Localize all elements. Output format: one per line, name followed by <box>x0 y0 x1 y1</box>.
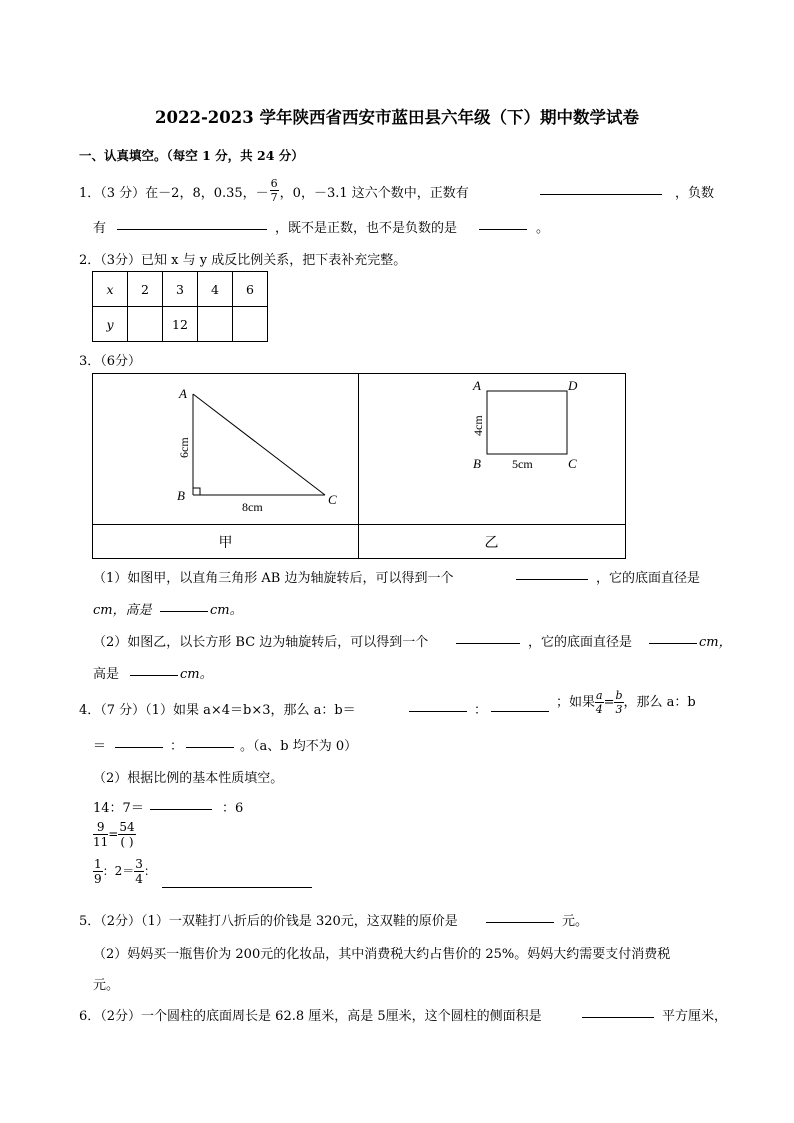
q5-text: 元。 <box>562 914 589 929</box>
base-length-label: 5cm <box>512 457 533 471</box>
answer-blank[interactable] <box>540 180 662 195</box>
side-length-label: 6cm <box>177 437 191 458</box>
q2-table <box>92 271 268 342</box>
q3-part2: （2）如图乙，以长方形 BC 边为轴旋转后，可以得到一个 <box>93 635 429 650</box>
q4-text: ：2＝ <box>102 864 135 878</box>
q1-text: 有 <box>93 221 107 236</box>
fraction <box>93 821 108 848</box>
answer-blank[interactable] <box>491 697 549 712</box>
vertex-label: C <box>568 456 577 471</box>
q3-part1: （1）如图甲，以直角三角形 AB 边为轴旋转后，可以得到一个 <box>93 571 454 586</box>
figure-label-right: 乙 <box>484 535 499 551</box>
q1-text: ，0，－3.1 这六个数中，正数有 <box>279 186 469 201</box>
frac-den: 3 <box>615 703 623 716</box>
vertex-label: B <box>473 456 481 471</box>
equals-sign: = <box>603 695 615 710</box>
page-title: 2022-2023 学年陕西省西安市蓝田县六年级（下）期中数学试卷 <box>155 108 639 127</box>
q4-proportion-1: 14：7＝ <box>93 801 144 816</box>
equals-sign: = <box>108 827 119 841</box>
frac-den: 9 <box>94 872 102 886</box>
q5-text: 元。 <box>93 978 120 993</box>
table-cell: 2 <box>128 272 163 307</box>
q4-text: ： <box>474 703 488 718</box>
triangle-figure <box>177 386 337 514</box>
table-row <box>93 272 268 307</box>
table-cell: 3 <box>163 272 198 307</box>
q4-text: ： <box>170 739 184 754</box>
vertex-label: B <box>177 488 185 503</box>
table-cell: 4 <box>198 272 233 307</box>
q3-part1: ，它的底面直径是 <box>596 571 701 586</box>
frac-num: b <box>615 689 623 702</box>
answer-blank[interactable] <box>115 733 163 748</box>
answer-blank[interactable] <box>409 697 467 712</box>
q1-frac-num: 6 <box>270 177 278 190</box>
frac-num: a <box>596 689 603 702</box>
q1-text: 。 <box>536 221 550 236</box>
figure-label-left: 甲 <box>218 535 233 551</box>
answer-blank[interactable] <box>516 565 588 580</box>
frac-den[interactable]: ( ) <box>120 835 134 849</box>
vertex-label: A <box>473 378 481 393</box>
frac-den: 4 <box>595 703 603 716</box>
side-length-label: 4cm <box>471 415 485 436</box>
table-cell: 12 <box>163 307 198 342</box>
answer-blank[interactable] <box>130 661 178 676</box>
answer-blank[interactable] <box>117 215 267 230</box>
q3-part2: cm。 <box>180 667 213 682</box>
q3-part2: ，它的底面直径是 <box>528 635 633 650</box>
table-row <box>93 307 268 342</box>
q3-figures <box>93 374 625 524</box>
vertex-label: D <box>568 378 578 393</box>
fraction <box>93 858 103 885</box>
answer-blank[interactable] <box>456 629 520 644</box>
frac-num: 54 <box>119 820 135 834</box>
q4-text: ，那么 a：b <box>623 695 696 710</box>
q3-part1: cm。 <box>210 603 243 618</box>
q3-part1: cm，高是 <box>93 603 152 618</box>
fraction <box>614 690 623 715</box>
fraction <box>134 858 144 885</box>
answer-blank[interactable] <box>486 908 554 923</box>
frac-num: 9 <box>93 821 108 835</box>
q6-text: 6．（2分）一个圆柱的底面周长是 62.8 厘米，高是 5厘米，这个圆柱的侧面积是 <box>79 1009 542 1024</box>
question-3: 3．（6分） <box>79 354 142 369</box>
question-1-line-1 <box>79 177 469 204</box>
q3-part2: cm， <box>699 635 732 650</box>
q3-part2: 高是 <box>93 667 120 682</box>
table-cell: 6 <box>233 272 268 307</box>
table-cell[interactable] <box>198 307 233 342</box>
table-cell[interactable] <box>128 307 163 342</box>
question-2: 2．（3分）已知 x 与 y 成反比例关系，把下表补充完整。 <box>79 253 407 268</box>
q4-text: ： <box>143 864 156 878</box>
frac-num: 3 <box>135 857 143 871</box>
q1-frac-den: 7 <box>270 191 278 204</box>
answer-blank[interactable] <box>160 597 208 612</box>
q4-text: ；如果 <box>556 695 596 710</box>
table-cell[interactable] <box>233 307 268 342</box>
fraction[interactable] <box>118 821 135 848</box>
vertex-label: A <box>179 386 187 401</box>
rectangle-figure <box>471 378 578 471</box>
q5-text: （2）妈妈买一瓶售价为 200元的化妆品，其中消费税大约占售价的 25%。妈妈大约需要支付消费税 <box>93 947 671 962</box>
q1-fraction <box>270 178 279 203</box>
vertex-label: C <box>328 492 337 507</box>
table-cell: x <box>93 272 128 307</box>
q4-text: 。（a、b 均不为 0） <box>240 739 358 754</box>
base-length-label: 8cm <box>242 500 263 514</box>
answer-blank[interactable] <box>186 733 234 748</box>
answer-blank[interactable] <box>649 629 697 644</box>
q5-text: 5．（2分）（1）一双鞋打八折后的价钱是 320元，这双鞋的原价是 <box>79 914 458 929</box>
q1-text: ，负数 <box>675 186 715 201</box>
section-heading: 一、认真填空。（每空 1 分，共 24 分） <box>79 148 304 163</box>
q4-fraction-condition <box>556 690 696 715</box>
divider <box>93 524 625 525</box>
table-cell: y <box>93 307 128 342</box>
q4-text: 4．（7 分）（1）如果 a×4＝b×3，那么 a：b＝ <box>79 703 356 718</box>
frac-num: 1 <box>94 857 102 871</box>
q4-sub2: （2）根据比例的基本性质填空。 <box>93 771 284 786</box>
q1-text: ，既不是正数，也不是负数的是 <box>275 221 458 236</box>
answer-blank[interactable] <box>479 215 527 230</box>
frac-den: 4 <box>135 872 143 886</box>
frac-den: 11 <box>93 835 109 849</box>
answer-blank[interactable] <box>162 873 312 888</box>
fraction <box>595 690 604 715</box>
q1-text: 1．（3 分）在－2，8，0.35，－ <box>79 186 269 201</box>
q4-proportion-1: ：6 <box>222 801 244 816</box>
q4-proportion-2 <box>93 821 136 848</box>
q6-text: 平方厘米， <box>662 1009 728 1024</box>
q3-figure-box <box>92 373 626 559</box>
q4-text: ＝ <box>93 739 107 754</box>
answer-blank[interactable] <box>150 795 212 810</box>
q4-proportion-3 <box>93 858 156 885</box>
answer-blank[interactable] <box>582 1003 654 1018</box>
